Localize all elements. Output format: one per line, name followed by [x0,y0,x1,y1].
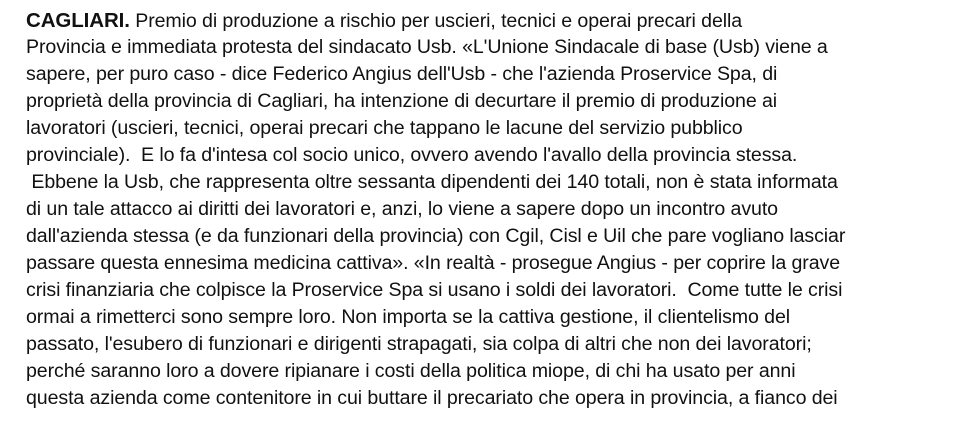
article-line: di un tale attacco ai diritti dei lavoratori e, anzi, lo viene a sapere dopo un incontro avuto [26,198,778,220]
article-line: dall'azienda stessa (e da funzionari della provincia) con Cgil, Cisl e Uil che pare vogliano lasciar [26,225,846,247]
dateline: CAGLIARI. [26,9,130,32]
article-line: Ebbene la Usb, che rappresenta oltre sessanta dipendenti dei 140 totali, non è stata informata [26,171,838,193]
article-line-cut-off [26,412,956,426]
article-line: crisi finanziaria che colpisce la Proservice Spa si usano i soldi dei lavoratori. Come tutte le crisi [26,279,843,301]
article-body [26,7,956,426]
article-line: passare questa ennesima medicina cattiva». «In realtà - prosegue Angius - per coprire la grave [26,252,840,274]
article-line: lavoratori (uscieri, tecnici, operai precari che tappano le lacune del servizio pubblico [26,117,743,139]
article-line: provinciale). E lo fa d'intesa col socio unico, ovvero avendo l'avallo della provincia stessa. [26,144,798,166]
article-line-text: Premio di produzione a rischio per uscieri, tecnici e operai precari della [129,10,743,32]
article-line: Provincia e immediata protesta del sindacato Usb. «L'Unione Sindacale di base (Usb) viene a [26,36,828,58]
article-line: proprietà della provincia di Cagliari, ha intenzione di decurtare il premio di produzione ai [26,90,778,112]
article-line: passato, l'esubero di funzionari e dirigenti strapagati, sia colpa di altri che non dei lavoratori; [26,333,812,355]
article-line: questa azienda come contenitore in cui buttare il precariato che opera in provincia, a fianco dei [26,387,838,409]
article-line: ormai a rimetterci sono sempre loro. Non importa se la cattiva gestione, il clientelismo del [26,306,790,328]
article-line [26,7,956,34]
article-line: sapere, per puro caso - dice Federico Angius dell'Usb - che l'azienda Proservice Spa, di [26,63,778,85]
article-line: perché saranno loro a dovere ripianare i costi della politica miope, di chi ha usato per anni [26,360,796,382]
